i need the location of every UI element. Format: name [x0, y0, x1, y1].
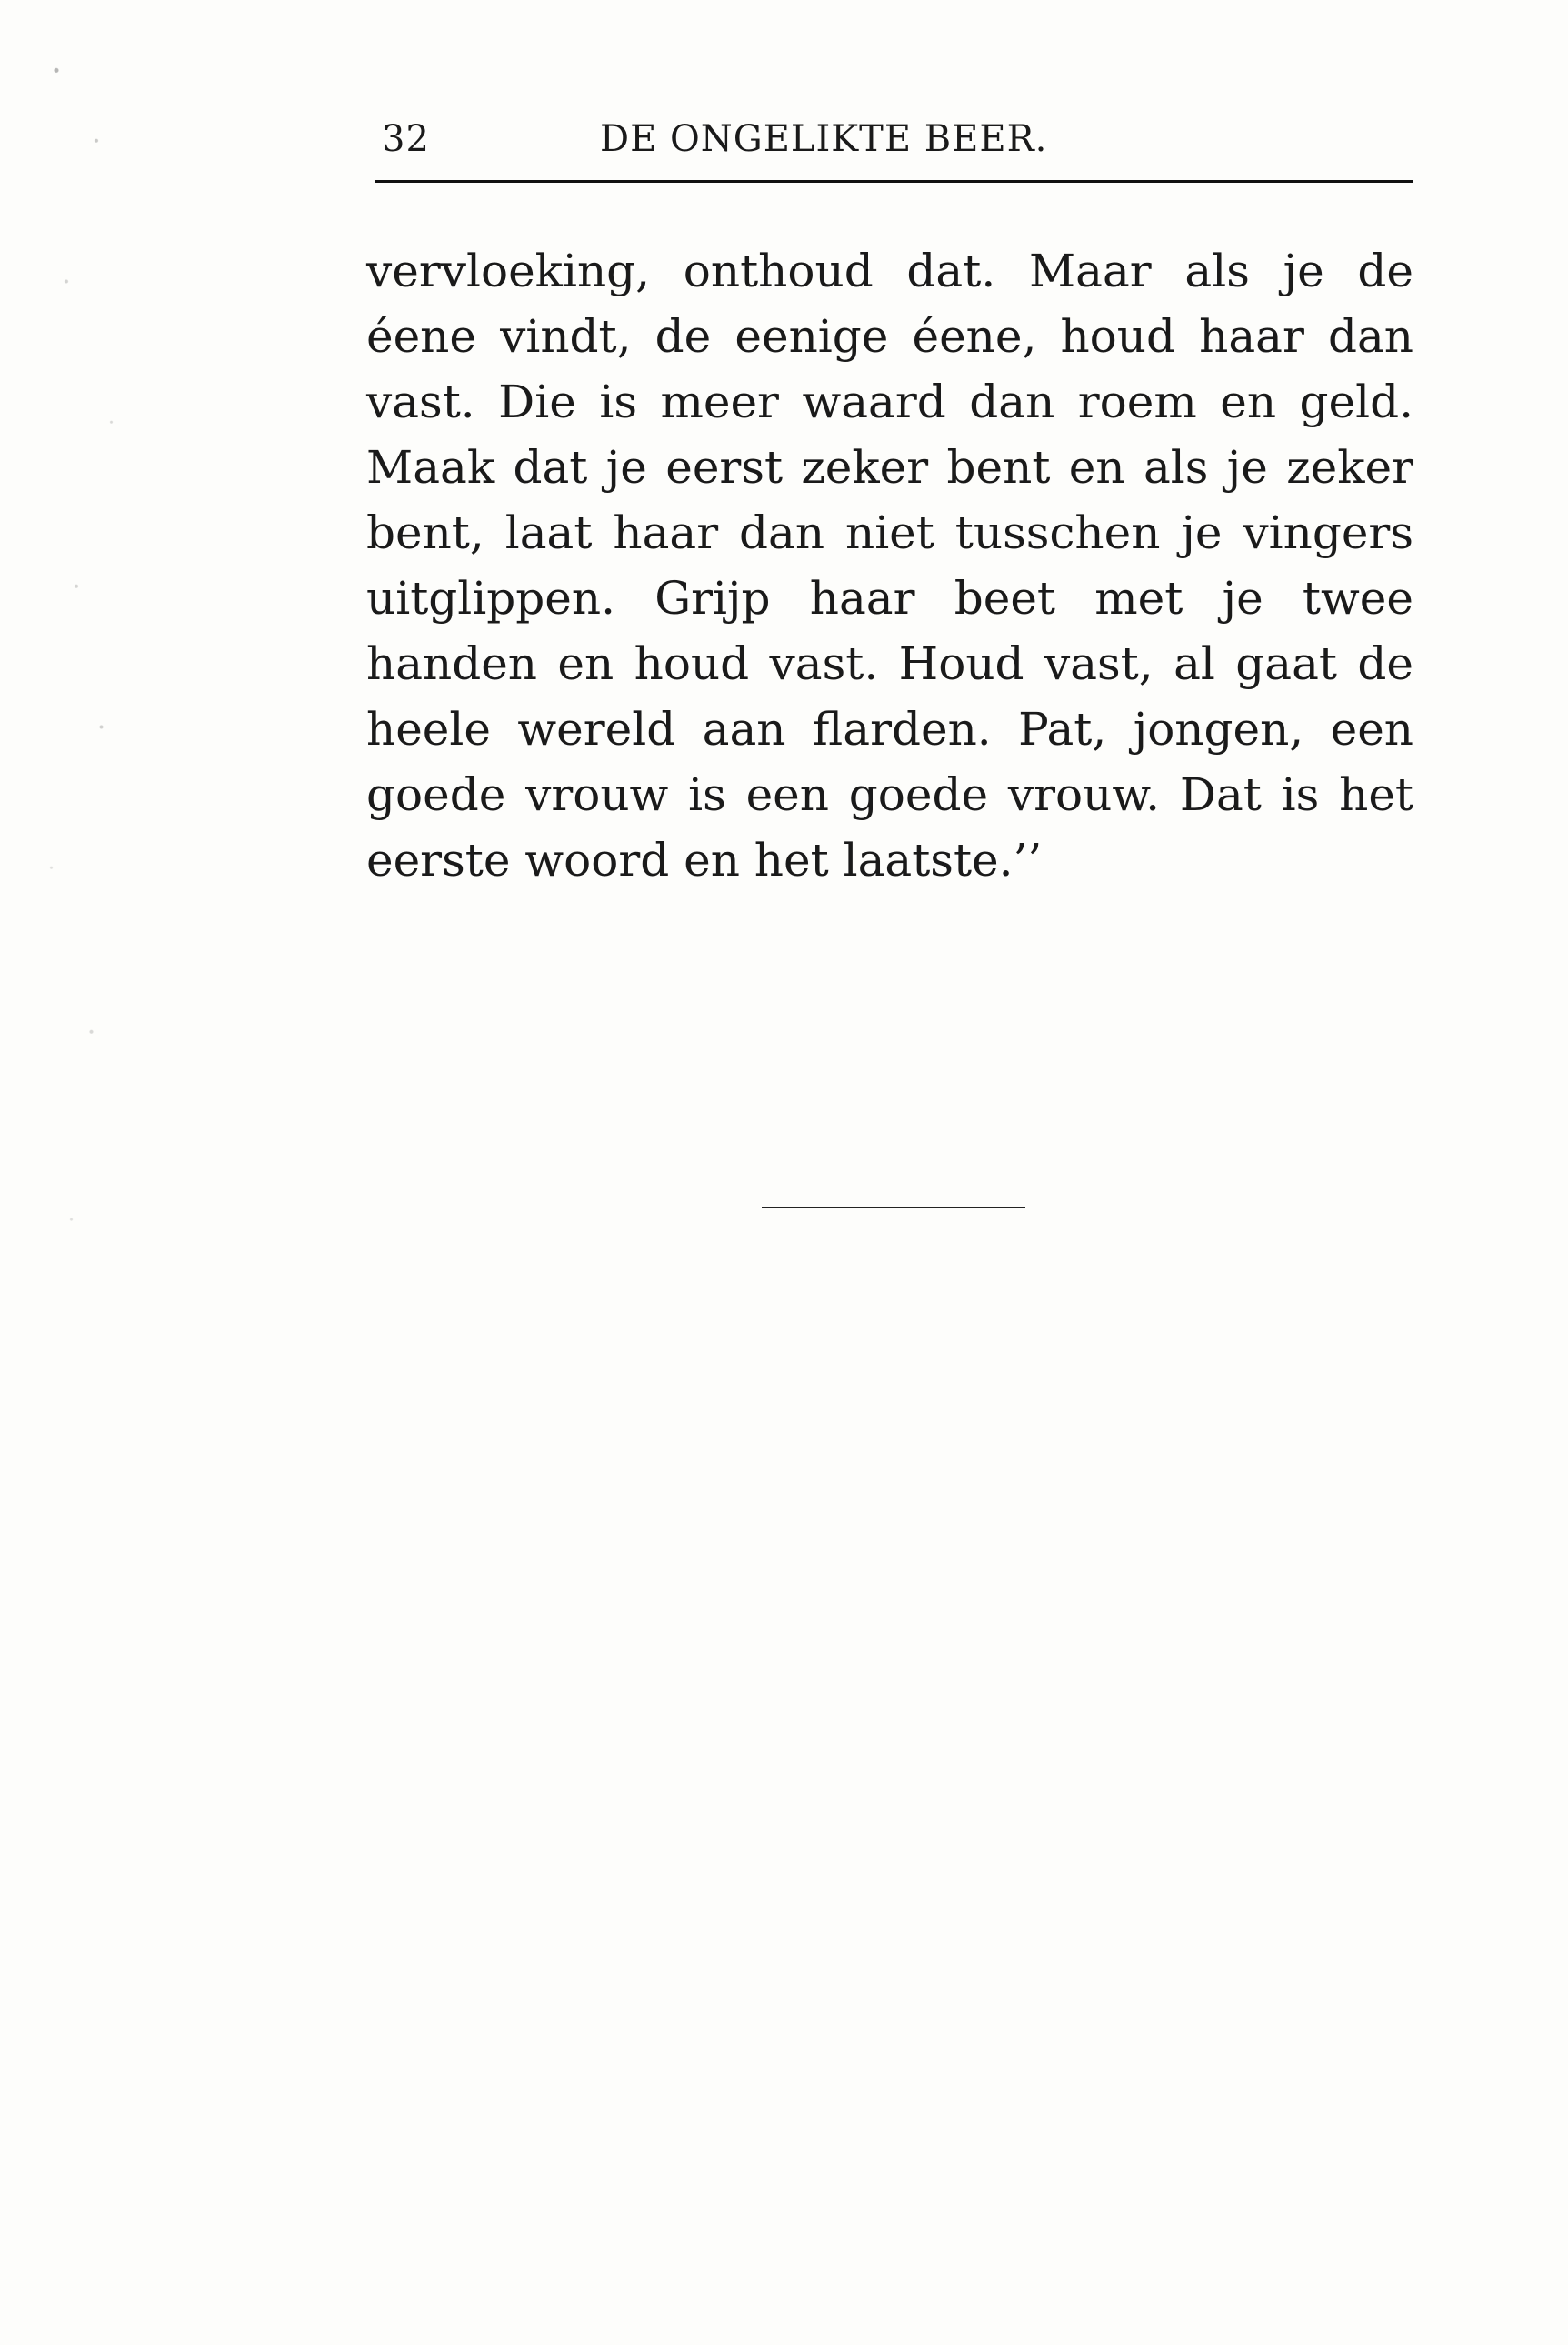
text-line: eerste woord en het laatste.’’: [366, 834, 1043, 887]
text-line: uitglippen. Grijp haar beet met je twee: [366, 572, 1413, 625]
page-number: 32: [382, 118, 430, 160]
text-line: handen en houd vast. Houd vast, al gaat de: [366, 637, 1413, 690]
section-end-rule: [762, 1207, 1025, 1208]
text-line: goede vrouw is een goede vrouw. Dat is het: [366, 768, 1413, 821]
text-line: Maak dat je eerst zeker bent en als je zeker: [366, 441, 1413, 494]
running-title: DE ONGELIKTE BEER.: [600, 118, 1048, 160]
scan-gutter-noise: [36, 0, 136, 2345]
text-line: vast. Die is meer waard dan roem en geld.: [366, 376, 1413, 428]
body-paragraph: [366, 238, 1413, 893]
running-head: [382, 118, 1413, 173]
text-line: bent, laat haar dan niet tusschen je vingers: [366, 506, 1413, 559]
text-line: heele wereld aan flarden. Pat, jongen, een: [366, 703, 1413, 756]
text-line: éene vindt, de eenige éene, houd haar dan: [366, 310, 1413, 363]
header-rule: [375, 180, 1413, 183]
text-line: vervloeking, onthoud dat. Maar als je de: [366, 245, 1413, 297]
